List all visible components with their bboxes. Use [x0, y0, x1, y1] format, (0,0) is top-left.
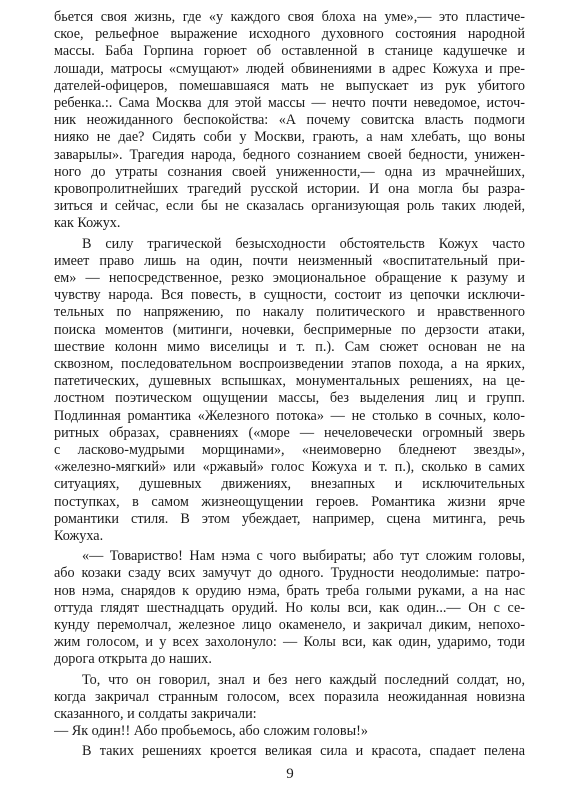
text-line: лостном поэтическом ощущении массы, без выделения лиц и групп.	[54, 390, 525, 407]
text-line: шествие колонн мимо виселицы и т. п.). Сам сюжет основан не на	[54, 338, 525, 355]
text-line: сквозном, последовательном воспроизведении этапов похода, а на ярких,	[54, 356, 525, 372]
text-line: ситуациях, душевных движениях, внезапных и исключительных	[54, 476, 525, 493]
text-line: Кожуха.	[54, 528, 104, 544]
text-line: кунду перемолчал, железное лицо окаменело, и закричал диким, непохо-	[54, 617, 525, 633]
text-line: В таких решениях кроется великая сила и красота, спадает пелена	[82, 743, 525, 760]
text-line: В силу трагической безысходности обстоятельств Кожух часто	[82, 235, 525, 252]
text-line: То, что он говорил, знал и без него каждый последний солдат, но,	[82, 671, 525, 688]
text-line: с ласково-мудрыми морщинами», «неимоверно бледнеют звезды»,	[54, 442, 525, 458]
text-line: бьется своя жизнь, где «у каждого своя блоха на уме»,— это пластиче-	[54, 9, 525, 25]
page-number: 9	[286, 766, 294, 782]
text-line: имеет право лишь на один, почти неизменный «воспитательный при-	[54, 252, 525, 269]
text-line: «железно-мягкий» или «ржавый» голос Кожуха и т. п.), сколько в самих	[54, 459, 525, 476]
text-line: ного до утраты сознания своей униженности,— одна из мрачнейших,	[54, 163, 525, 180]
text-line: когда закричал странным голосом, всех поразила неожиданная новизна	[54, 688, 525, 705]
text-line: або козаки сзаду всих замучут до одного. Трудности неодолимые: патро-	[54, 565, 525, 582]
text-line: дорога открыта до наших.	[54, 651, 212, 668]
text-line: поступках, в самом жизнеощущении героев. Романтика жизни ярче	[54, 493, 525, 510]
text-line: сказанного, и солдаты закричали:	[54, 706, 257, 722]
text-line: кровопролитнейших трагедий русской истории. И она могла бы разра-	[54, 181, 525, 197]
text-line: поиска моментов (митинги, ночевки, беспримерные по дерзости атаки,	[54, 321, 525, 338]
text-line: Подлинная романтика «Железного потока» — не столько в сочных, коло-	[54, 407, 525, 424]
text-line: — Як один!! Або пробьемось, або сложим головы!»	[54, 723, 368, 740]
text-line: ребенка.:. Сама Москва для этой массы — нечто почти неведомое, источ-	[54, 95, 525, 111]
text-line: ник неожиданного беспокойства: «А почему совитска власть подмоги	[54, 112, 525, 129]
text-line: дателей-офицеров, помешавшаяся мать не выпускает из рук убитого	[54, 77, 525, 94]
text-line: ское, рельефное выражение исходного духовного состояния народной	[54, 26, 525, 43]
text-line: как Кожух.	[54, 215, 121, 232]
text-line: нияко не дае? Сидять соби у Москви, грають, а нам хлебать, що воны	[54, 129, 525, 146]
text-line: лошади, матросы «смущают» людей обвинениями в адрес Кожуха и пре-	[54, 60, 525, 77]
text-line: массы. Баба Горпина горюет об оставленной в станице кадушечке и	[54, 43, 525, 60]
text-line: тельных по напряжению, по накалу политического и нравственного	[54, 304, 525, 321]
text-line: оттуда глядят шестнадцать орудий. Но колы вси, как один...— Он с се-	[54, 599, 525, 616]
text-line: заварылы». Трагедия народа, бедного сознанием своей бедности, унижен-	[54, 146, 525, 163]
text-line: чувству народа. Вся повесть, в сущности, состоит из цепочки исключи-	[54, 287, 525, 304]
text-line: зиться и сейчас, если бы не сказалась организующая роль таких людей,	[54, 198, 525, 215]
text-line: ем» — непосредственное, резко эмоциональное обращение к разуму и	[54, 270, 525, 286]
text-line: жим голосом, и у всех захолонуло: — Колы вси, как один, ударимо, тоди	[54, 634, 525, 651]
text-line: ритных образах, сравнениях («море — нечеловечески огромный зверь	[54, 424, 525, 441]
text-line: нов нэма, снарядов к орудию нэма, брать треба голыми руками, а на нас	[54, 582, 525, 599]
text-line: романтики стиля. В этом убеждает, например, сцена митинга, речь	[54, 510, 525, 527]
text-line: «— Товариство! Нам нэма с чого выбираты; або тут сложим головы,	[82, 548, 525, 565]
text-line: патетических, душевных вспышках, монументальных решениях, на це-	[54, 373, 525, 390]
